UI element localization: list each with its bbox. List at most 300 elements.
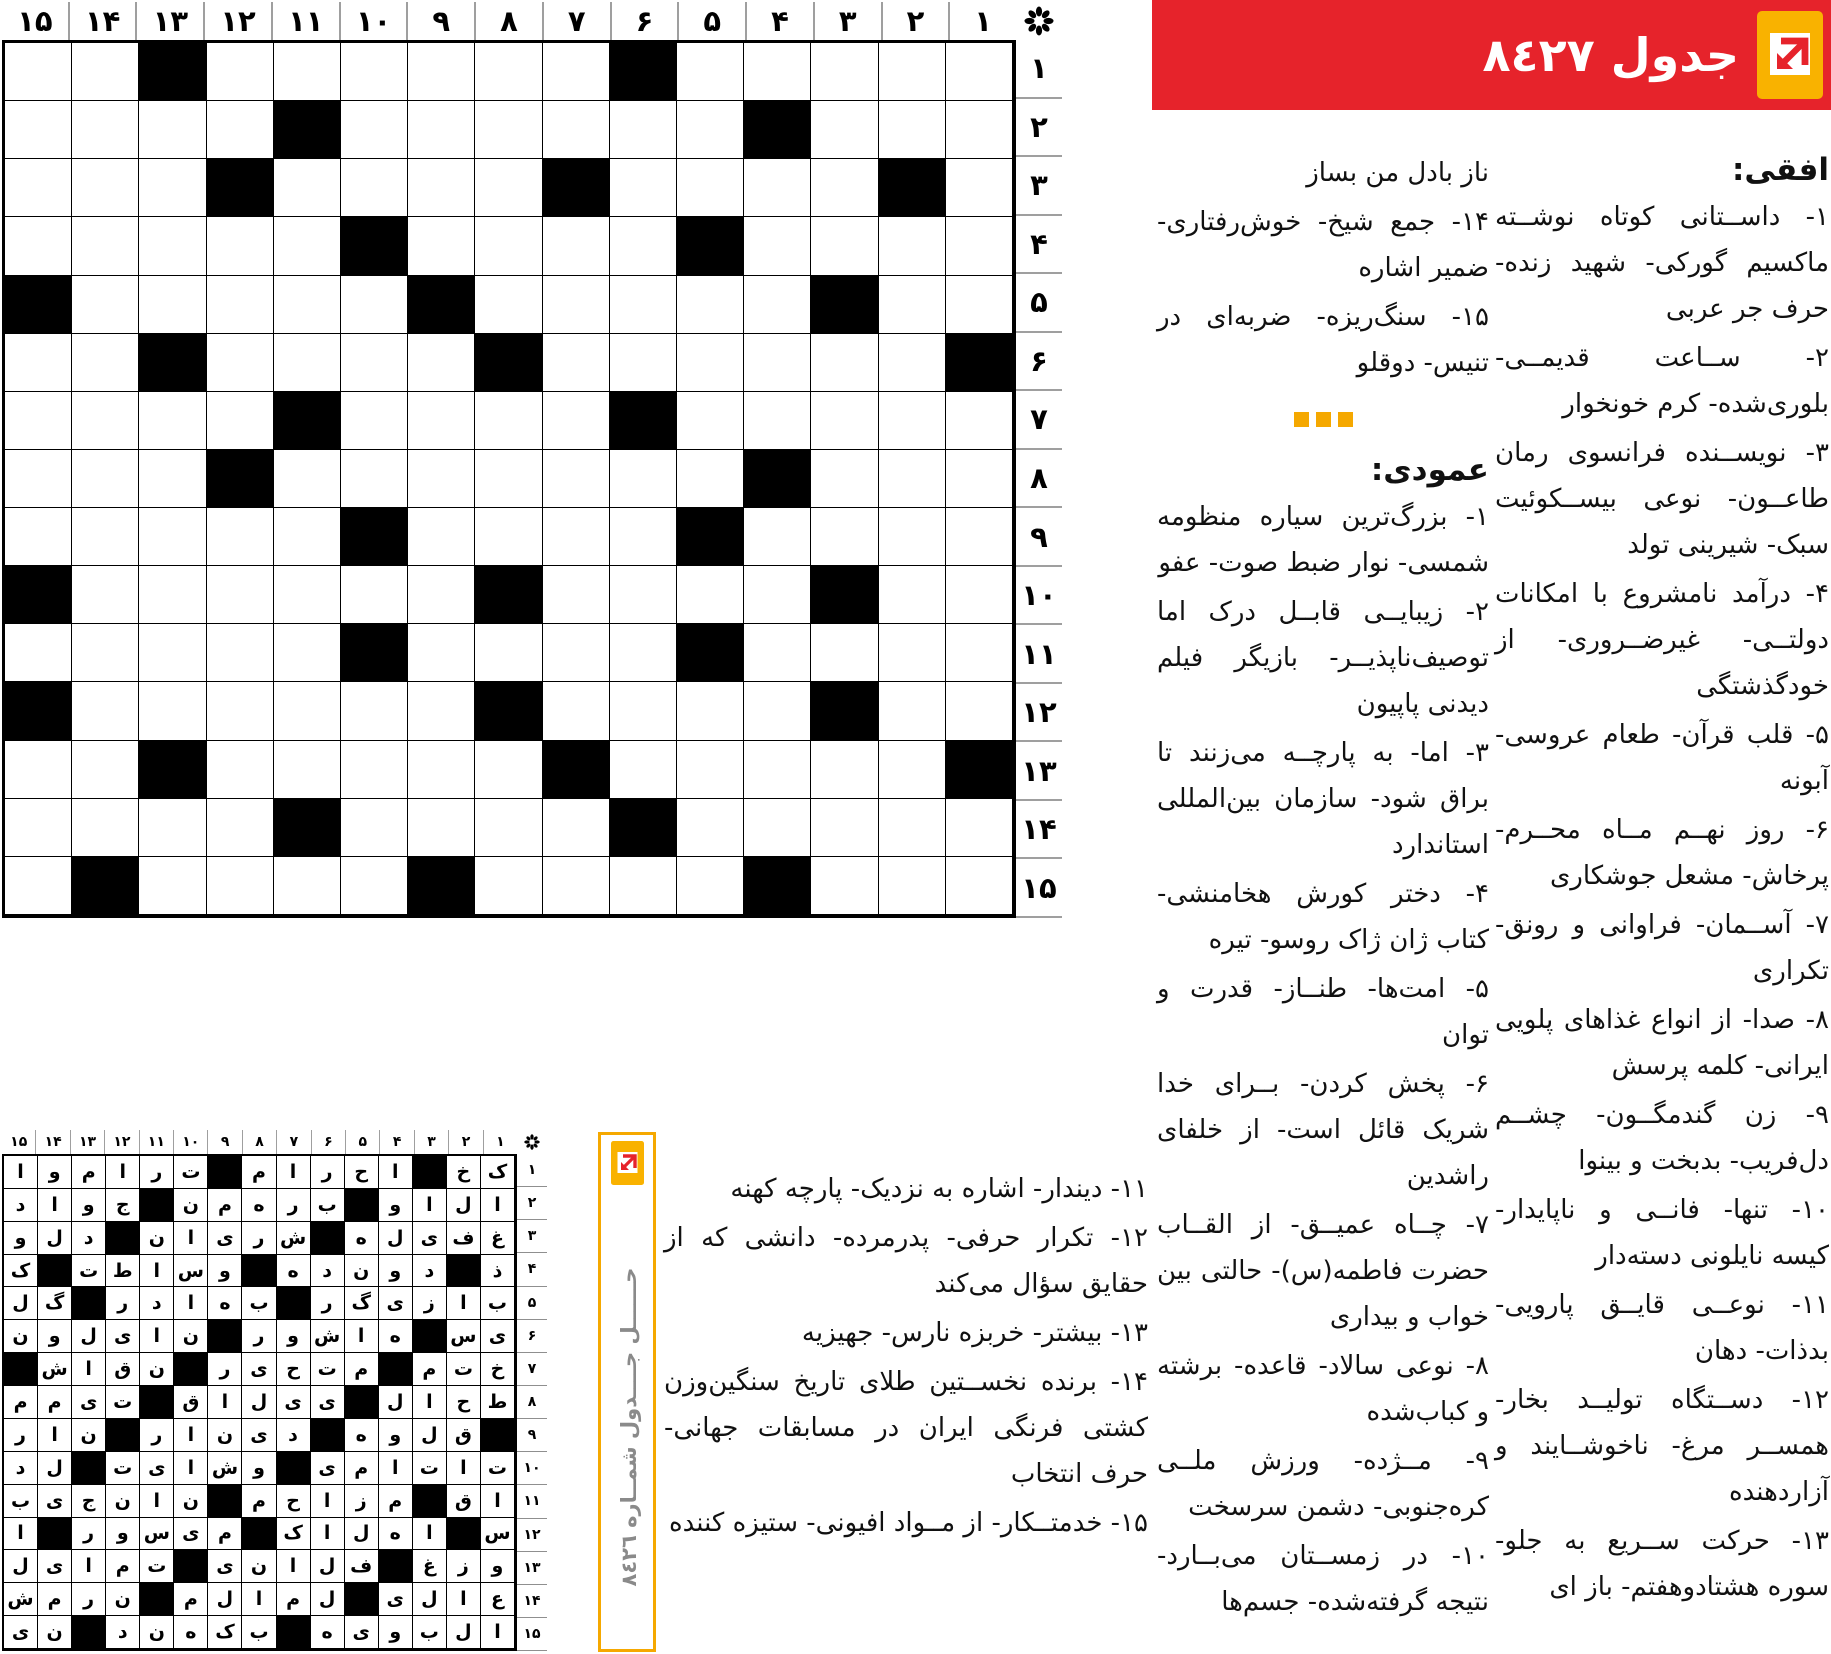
grid-cell[interactable] xyxy=(811,101,878,159)
solution-letter-cell: د xyxy=(140,1287,174,1320)
solution-letter-cell: م xyxy=(208,1189,242,1222)
down-clue-list xyxy=(1157,494,1489,1625)
grid-cell[interactable] xyxy=(475,217,542,275)
grid-cell[interactable] xyxy=(207,334,274,392)
grid-cell[interactable] xyxy=(274,450,341,508)
clue-text: ۱- داســتانی کوتاه نوشــته ماکسیم گورکی- شهید زنده- حرف جر عربی xyxy=(1495,202,1829,324)
column-number: ۱۲ xyxy=(203,2,271,40)
grid-cell[interactable] xyxy=(207,392,274,450)
solution-letter-cell: ن xyxy=(140,1616,174,1649)
solution-letter-cell: ا xyxy=(38,1419,72,1452)
solution-letter-cell: ب xyxy=(4,1485,38,1518)
grid-cell[interactable] xyxy=(879,334,946,392)
grid-cell[interactable] xyxy=(5,508,72,566)
grid-cell[interactable] xyxy=(274,43,341,101)
grid-cell[interactable] xyxy=(811,624,878,682)
grid-cell[interactable] xyxy=(139,159,206,217)
solution-letter-cell: و xyxy=(4,1222,38,1255)
solution-strip-label: حــــــل جــــدول شمــاره ٨٤٢٦ xyxy=(617,1267,641,1587)
grid-cell[interactable] xyxy=(139,276,206,334)
grid-cell[interactable] xyxy=(475,159,542,217)
solution-letter-cell: ت xyxy=(140,1550,174,1583)
grid-cell[interactable] xyxy=(677,741,744,799)
grid-cell[interactable] xyxy=(408,334,475,392)
grid-cell[interactable] xyxy=(274,857,341,915)
grid-cell[interactable] xyxy=(5,43,72,101)
grid-cell[interactable] xyxy=(610,450,677,508)
grid-cell[interactable] xyxy=(744,276,811,334)
grid-cell[interactable] xyxy=(946,508,1013,566)
black-cell xyxy=(274,799,341,857)
solution-letter-cell: ج xyxy=(106,1189,140,1222)
grid-cell[interactable] xyxy=(274,276,341,334)
grid-cell[interactable] xyxy=(744,43,811,101)
black-cell xyxy=(408,276,475,334)
solution-black-cell xyxy=(311,1419,345,1452)
column-number: ۴ xyxy=(745,2,813,40)
black-cell xyxy=(475,334,542,392)
grid-cell[interactable] xyxy=(139,682,206,740)
solution-column-number: ۱۲ xyxy=(104,1130,138,1154)
solution-row-number: ۱۴ xyxy=(517,1585,547,1618)
black-cell xyxy=(5,566,72,624)
solution-letter-cell: ن xyxy=(140,1353,174,1386)
grid-cell[interactable] xyxy=(677,682,744,740)
grid-cell[interactable] xyxy=(408,624,475,682)
solution-letter-cell: ح xyxy=(345,1156,379,1189)
grid-cell[interactable] xyxy=(139,392,206,450)
solution-letter-cell: ذ xyxy=(481,1255,515,1288)
grid-cell[interactable] xyxy=(543,276,610,334)
grid-cell[interactable] xyxy=(341,450,408,508)
clue-text: ۵- امت‌ها- طنــاز- قدرت و توان xyxy=(1157,974,1489,1050)
grid-cell[interactable] xyxy=(879,624,946,682)
grid-cell[interactable] xyxy=(72,508,139,566)
grid-cell[interactable] xyxy=(341,392,408,450)
clue-text: ۶- روز نهــم مــاه محــرم- پرخاش- مشعل جوشکاری xyxy=(1495,815,1829,891)
solution-letter-cell: م xyxy=(38,1583,72,1616)
solution-black-cell xyxy=(208,1156,242,1189)
grid-cell[interactable] xyxy=(879,566,946,624)
column-number: ۳ xyxy=(813,2,881,40)
grid-cell[interactable] xyxy=(543,334,610,392)
grid-cell[interactable] xyxy=(72,566,139,624)
grid-cell[interactable] xyxy=(274,741,341,799)
black-cell xyxy=(543,741,610,799)
grid-cell[interactable] xyxy=(879,276,946,334)
solution-letter-cell: ل xyxy=(311,1583,345,1616)
clue-text: ۱۳- بیشتر- خربزه نارس- جهیزیه xyxy=(801,1318,1148,1348)
grid-cell[interactable] xyxy=(341,741,408,799)
grid-cell[interactable] xyxy=(946,682,1013,740)
grid-cell[interactable] xyxy=(5,101,72,159)
solution-letter-cell: ل xyxy=(413,1419,447,1452)
solution-label-strip xyxy=(598,1132,656,1652)
grid-cell[interactable] xyxy=(677,101,744,159)
grid-cell[interactable] xyxy=(274,159,341,217)
solution-letter-cell: ب xyxy=(413,1616,447,1649)
grid-cell[interactable] xyxy=(341,682,408,740)
grid-cell[interactable] xyxy=(744,741,811,799)
grid-cell[interactable] xyxy=(811,508,878,566)
grid-cell[interactable] xyxy=(744,682,811,740)
grid-cell[interactable] xyxy=(610,682,677,740)
grid-cell[interactable] xyxy=(408,450,475,508)
grid-cell[interactable] xyxy=(341,101,408,159)
grid-cell[interactable] xyxy=(408,799,475,857)
grid-cell[interactable] xyxy=(610,508,677,566)
grid-cell[interactable] xyxy=(139,101,206,159)
solution-row-number: ۸ xyxy=(517,1386,547,1419)
grid-cell[interactable] xyxy=(207,741,274,799)
grid-cell[interactable] xyxy=(744,217,811,275)
grid-cell[interactable] xyxy=(207,566,274,624)
grid-cell[interactable] xyxy=(677,334,744,392)
solution-black-cell xyxy=(208,1320,242,1353)
grid-cell[interactable] xyxy=(408,217,475,275)
solution-letter-cell: ا xyxy=(447,1287,481,1320)
grid-cell[interactable] xyxy=(207,101,274,159)
grid-cell[interactable] xyxy=(946,159,1013,217)
grid-cell[interactable] xyxy=(610,566,677,624)
grid-cell[interactable] xyxy=(543,101,610,159)
grid-cell[interactable] xyxy=(744,334,811,392)
grid-cell[interactable] xyxy=(341,43,408,101)
grid-cell[interactable] xyxy=(408,682,475,740)
grid-cell[interactable] xyxy=(610,334,677,392)
grid-cell[interactable] xyxy=(5,450,72,508)
grid-cell[interactable] xyxy=(879,682,946,740)
grid-cell[interactable] xyxy=(946,799,1013,857)
solution-grid-column-numbers xyxy=(2,1130,517,1154)
grid-cell[interactable] xyxy=(543,624,610,682)
solution-letter-cell: ی xyxy=(481,1320,515,1353)
grid-cell[interactable] xyxy=(72,392,139,450)
grid-cell[interactable] xyxy=(5,624,72,682)
grid-cell[interactable] xyxy=(72,741,139,799)
grid-cell[interactable] xyxy=(879,392,946,450)
clue-text: ۱۵- خدمتــکار- از مــواد افیونی- ستیزه کننده xyxy=(668,1508,1148,1538)
section-separator-icon xyxy=(1157,392,1489,446)
grid-cell[interactable] xyxy=(677,392,744,450)
grid-cell[interactable] xyxy=(274,682,341,740)
main-grid-column-numbers xyxy=(2,2,1016,40)
grid-cell[interactable] xyxy=(207,508,274,566)
grid-cell[interactable] xyxy=(744,799,811,857)
grid-cell[interactable] xyxy=(139,508,206,566)
grid-cell[interactable] xyxy=(543,799,610,857)
solution-letter-cell: ح xyxy=(277,1485,311,1518)
grid-cell[interactable] xyxy=(5,392,72,450)
grid-cell[interactable] xyxy=(408,43,475,101)
grid-cell[interactable] xyxy=(408,392,475,450)
grid-cell[interactable] xyxy=(475,508,542,566)
grid-cell[interactable] xyxy=(946,101,1013,159)
black-cell xyxy=(879,159,946,217)
grid-cell[interactable] xyxy=(341,159,408,217)
solution-column-number: ۹ xyxy=(207,1130,241,1154)
grid-cell[interactable] xyxy=(543,217,610,275)
row-number: ۱۲ xyxy=(1016,684,1062,743)
grid-cell[interactable] xyxy=(475,799,542,857)
solution-letter-cell: ا xyxy=(174,1222,208,1255)
solution-row-number: ۱۵ xyxy=(517,1618,547,1651)
grid-cell[interactable] xyxy=(677,276,744,334)
grid-cell[interactable] xyxy=(879,217,946,275)
grid-cell[interactable] xyxy=(879,43,946,101)
grid-cell[interactable] xyxy=(811,741,878,799)
solution-letter-cell: ر xyxy=(208,1353,242,1386)
grid-cell[interactable] xyxy=(677,159,744,217)
solution-letter-cell: ز xyxy=(345,1485,379,1518)
grid-cell[interactable] xyxy=(677,43,744,101)
grid-cell[interactable] xyxy=(610,624,677,682)
grid-cell[interactable] xyxy=(139,217,206,275)
solution-letter-cell: ا xyxy=(345,1320,379,1353)
grid-cell[interactable] xyxy=(543,857,610,915)
solution-letter-cell: ت xyxy=(447,1353,481,1386)
grid-cell[interactable] xyxy=(72,450,139,508)
black-cell xyxy=(677,508,744,566)
solution-letter-cell: ی xyxy=(174,1518,208,1551)
grid-cell[interactable] xyxy=(610,101,677,159)
solution-letter-cell: ت xyxy=(481,1452,515,1485)
solution-letter-cell: ی xyxy=(38,1485,72,1518)
grid-cell[interactable] xyxy=(341,276,408,334)
solution-letter-cell: م xyxy=(38,1386,72,1419)
grid-cell[interactable] xyxy=(341,857,408,915)
solution-letter-cell: ر xyxy=(72,1518,106,1551)
solution-black-cell xyxy=(174,1353,208,1386)
grid-cell[interactable] xyxy=(677,799,744,857)
solution-letter-cell: و xyxy=(106,1518,140,1551)
grid-cell[interactable] xyxy=(475,857,542,915)
grid-cell[interactable] xyxy=(5,159,72,217)
grid-cell[interactable] xyxy=(72,682,139,740)
grid-cell[interactable] xyxy=(677,450,744,508)
black-cell xyxy=(408,857,475,915)
solution-row-number: ۳ xyxy=(517,1220,547,1253)
grid-cell[interactable] xyxy=(72,624,139,682)
grid-cell[interactable] xyxy=(879,857,946,915)
grid-cell[interactable] xyxy=(207,857,274,915)
grid-cell[interactable] xyxy=(543,682,610,740)
grid-cell[interactable] xyxy=(207,624,274,682)
solution-black-cell xyxy=(242,1255,276,1288)
grid-cell[interactable] xyxy=(811,857,878,915)
grid-cell[interactable] xyxy=(274,334,341,392)
grid-cell[interactable] xyxy=(744,508,811,566)
grid-cell[interactable] xyxy=(475,392,542,450)
crossword-grid-8427[interactable] xyxy=(2,40,1016,918)
grid-cell[interactable] xyxy=(475,624,542,682)
grid-cell[interactable] xyxy=(139,566,206,624)
grid-cell[interactable] xyxy=(610,276,677,334)
grid-cell[interactable] xyxy=(207,43,274,101)
grid-cell[interactable] xyxy=(811,43,878,101)
solution-row-number: ۴ xyxy=(517,1253,547,1286)
grid-cell[interactable] xyxy=(139,857,206,915)
grid-cell[interactable] xyxy=(341,566,408,624)
solution-column-number: ۱۴ xyxy=(35,1130,69,1154)
grid-cell[interactable] xyxy=(610,741,677,799)
solution-letter-cell: ر xyxy=(4,1419,38,1452)
solution-letter-cell: ا xyxy=(447,1452,481,1485)
grid-cell[interactable] xyxy=(811,392,878,450)
grid-cell[interactable] xyxy=(946,624,1013,682)
solution-letter-cell: ح xyxy=(447,1386,481,1419)
grid-cell[interactable] xyxy=(5,799,72,857)
grid-cell[interactable] xyxy=(811,217,878,275)
grid-cell[interactable] xyxy=(744,159,811,217)
solution-black-cell xyxy=(379,1550,413,1583)
solution-black-cell xyxy=(345,1583,379,1616)
solution-black-cell xyxy=(413,1156,447,1189)
grid-cell[interactable] xyxy=(610,857,677,915)
grid-cell[interactable] xyxy=(274,508,341,566)
grid-cell[interactable] xyxy=(475,276,542,334)
grid-cell[interactable] xyxy=(475,450,542,508)
grid-cell[interactable] xyxy=(5,741,72,799)
solution-black-cell xyxy=(311,1222,345,1255)
black-cell xyxy=(139,43,206,101)
grid-cell[interactable] xyxy=(475,43,542,101)
grid-cell[interactable] xyxy=(744,392,811,450)
grid-cell[interactable] xyxy=(207,799,274,857)
grid-cell[interactable] xyxy=(677,857,744,915)
solution-letter-cell: ی xyxy=(242,1419,276,1452)
row-number: ۹ xyxy=(1016,508,1062,567)
grid-cell[interactable] xyxy=(946,450,1013,508)
grid-cell[interactable] xyxy=(408,159,475,217)
grid-cell[interactable] xyxy=(543,43,610,101)
grid-cell[interactable] xyxy=(274,566,341,624)
down-clue-list-rest xyxy=(664,1166,1148,1546)
grid-cell[interactable] xyxy=(139,624,206,682)
black-cell xyxy=(475,566,542,624)
clue-text: ۱۰- در زمســتان می‌بــارد- نتیجه گرفته‌شده- جسم‌ها xyxy=(1157,1541,1489,1617)
solution-column-number: ۳ xyxy=(414,1130,448,1154)
solution-letter-cell: م xyxy=(379,1485,413,1518)
solution-letter-cell: گ xyxy=(345,1287,379,1320)
grid-cell[interactable] xyxy=(475,741,542,799)
clue-text: ۷- آســمان- فراوانی و رونق- تکراری xyxy=(1495,910,1829,986)
grid-cell[interactable] xyxy=(543,566,610,624)
solution-letter-cell: ن xyxy=(106,1583,140,1616)
solution-letter-cell: م xyxy=(277,1583,311,1616)
grid-cell[interactable] xyxy=(5,334,72,392)
row-number: ۷ xyxy=(1016,391,1062,450)
black-cell xyxy=(811,566,878,624)
solution-letter-cell: د xyxy=(311,1255,345,1288)
grid-cell[interactable] xyxy=(610,217,677,275)
grid-cell[interactable] xyxy=(879,450,946,508)
solution-letter-cell: و xyxy=(242,1452,276,1485)
grid-cell[interactable] xyxy=(879,508,946,566)
grid-cell[interactable] xyxy=(879,741,946,799)
grid-cell[interactable] xyxy=(677,566,744,624)
grid-cell[interactable] xyxy=(72,217,139,275)
grid-cell[interactable] xyxy=(72,43,139,101)
grid-cell[interactable] xyxy=(879,101,946,159)
grid-cell[interactable] xyxy=(139,450,206,508)
solution-letter-cell: ی xyxy=(38,1550,72,1583)
clue-text: ۷- چــاه عمیــق- از القــاب حضرت فاطمه(س)- حالتی بین خواب و بیداری xyxy=(1157,1210,1489,1332)
grid-cell[interactable] xyxy=(207,682,274,740)
solution-letter-cell: م xyxy=(345,1452,379,1485)
grid-cell[interactable] xyxy=(72,159,139,217)
solution-letter-cell: د xyxy=(413,1255,447,1288)
solution-letter-cell: ی xyxy=(277,1386,311,1419)
grid-cell[interactable] xyxy=(946,392,1013,450)
grid-cell[interactable] xyxy=(811,799,878,857)
grid-cell[interactable] xyxy=(341,799,408,857)
grid-cell[interactable] xyxy=(543,508,610,566)
grid-cell[interactable] xyxy=(610,159,677,217)
solution-letter-cell: خ xyxy=(447,1156,481,1189)
grid-cell[interactable] xyxy=(207,217,274,275)
grid-cell[interactable] xyxy=(408,101,475,159)
grid-cell[interactable] xyxy=(139,799,206,857)
solution-grid-8426 xyxy=(2,1154,517,1651)
grid-cell[interactable] xyxy=(475,101,542,159)
solution-black-cell xyxy=(447,1518,481,1551)
grid-cell[interactable] xyxy=(946,276,1013,334)
grid-cell[interactable] xyxy=(72,334,139,392)
grid-cell[interactable] xyxy=(341,334,408,392)
black-cell xyxy=(677,624,744,682)
grid-cell[interactable] xyxy=(744,624,811,682)
grid-cell[interactable] xyxy=(72,276,139,334)
solution-black-cell xyxy=(106,1222,140,1255)
grid-cell[interactable] xyxy=(811,159,878,217)
grid-cell[interactable] xyxy=(543,450,610,508)
grid-cell[interactable] xyxy=(946,43,1013,101)
solution-letter-cell: ا xyxy=(311,1518,345,1551)
grid-cell[interactable] xyxy=(879,799,946,857)
grid-cell[interactable] xyxy=(207,276,274,334)
solution-black-cell xyxy=(4,1353,38,1386)
grid-cell[interactable] xyxy=(72,101,139,159)
grid-cell[interactable] xyxy=(946,566,1013,624)
solution-row-number: ۱۳ xyxy=(517,1552,547,1585)
grid-cell[interactable] xyxy=(408,508,475,566)
grid-cell[interactable] xyxy=(744,566,811,624)
grid-cell[interactable] xyxy=(72,799,139,857)
solution-letter-cell: ه xyxy=(208,1287,242,1320)
solution-letter-cell: ر xyxy=(277,1189,311,1222)
grid-cell[interactable] xyxy=(274,624,341,682)
grid-cell[interactable] xyxy=(946,217,1013,275)
grid-cell[interactable] xyxy=(408,566,475,624)
grid-cell[interactable] xyxy=(946,857,1013,915)
grid-cell[interactable] xyxy=(5,857,72,915)
grid-cell[interactable] xyxy=(274,217,341,275)
jamejam-logo-icon xyxy=(1757,11,1823,99)
clue-text: ۳- نویســنده فرانسوی رمان طاعــون- نوعی بیســکوئیت سبک- شیرینی تولد xyxy=(1495,438,1829,560)
solution-letter-cell: ف xyxy=(345,1550,379,1583)
clue-text: ۱۴- برنده نخســتین طلای تاریخ سنگین‌وزن کشتی فرنگی ایران در مسابقات جهانی- حرف انتخاب xyxy=(664,1367,1148,1489)
grid-cell[interactable] xyxy=(5,217,72,275)
grid-cell[interactable] xyxy=(811,334,878,392)
solution-letter-cell: و xyxy=(379,1419,413,1452)
grid-cell[interactable] xyxy=(811,450,878,508)
solution-letter-cell: و xyxy=(38,1320,72,1353)
across-title: افقی: xyxy=(1732,152,1829,188)
grid-cell[interactable] xyxy=(408,741,475,799)
solution-letter-cell: ت xyxy=(174,1156,208,1189)
grid-cell[interactable] xyxy=(543,392,610,450)
